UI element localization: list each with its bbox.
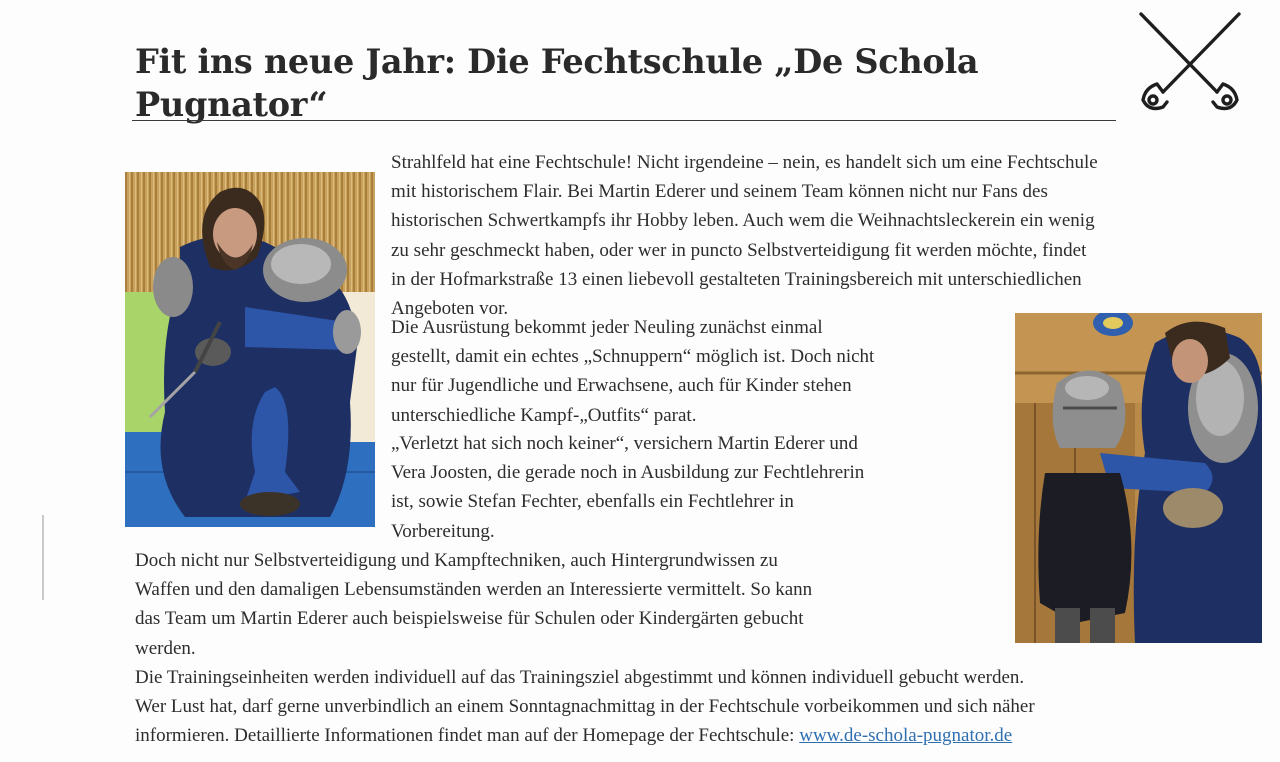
- text-line: unterschiedliche Kampf-„Outfits“ parat.: [391, 404, 697, 426]
- text-line: Doch nicht nur Selbstverteidigung und Kampftechniken, auch Hintergrundwissen zu: [135, 550, 778, 571]
- text-line: Die Ausrüstung bekommt jeder Neuling zunächst einmal: [391, 317, 823, 338]
- text-line: Waffen und den damaligen Lebensumständen werden an Interessierte vermittelt. So kann: [135, 579, 813, 601]
- text-line: das Team um Martin Ederer auch beispielsweise für Schulen oder Kindergärten gebucht: [135, 608, 804, 630]
- text-line-last: [135, 721, 1035, 750]
- homepage-link[interactable]: www.de-schola-pugnator.de: [799, 725, 1013, 747]
- scan-edge-mark: [42, 515, 44, 600]
- text-line: Vorbereitung.: [391, 520, 495, 542]
- text-line: ist, sowie Stefan Fechter, ebenfalls ein Fechtlehrer in: [391, 491, 794, 513]
- paragraph-safety: [391, 429, 864, 546]
- text-line: werden.: [135, 637, 196, 659]
- text-line: Vera Joosten, die gerade noch in Ausbildung zur Fechtlehrerin: [391, 462, 865, 484]
- paragraph-background-knowledge: [135, 546, 812, 663]
- paragraph-equipment: [391, 313, 874, 430]
- paragraph-intro: [391, 148, 1098, 323]
- text-line: mit historischem Flair. Bei Martin Ederer und seinem Team können nicht nur Fans des: [391, 181, 1048, 203]
- text-line: Angeboten vor.: [391, 298, 509, 320]
- text-line: in der Hofmarkstraße 13 einen liebevoll gestalteten Trainingsbereich mit unterschiedlichen: [391, 268, 1082, 290]
- crossed-swords-icon: [1135, 10, 1245, 118]
- photo-fencer-kneeling: [125, 172, 375, 527]
- title-underline: [132, 120, 1116, 121]
- text-line: „Verletzt hat sich noch keiner“, versichern Martin Ederer und: [391, 433, 858, 454]
- paragraph-training-info: [135, 663, 1035, 751]
- text-line: Wer Lust hat, darf gerne unverbindlich an einem Sonntagnachmittag in der Fechtschule vorbeikommen und sich näher: [135, 696, 1035, 718]
- article-title: Fit ins neue Jahr: Die Fechtschule „De Schola Pugnator“: [135, 42, 979, 124]
- text-line: Die Trainingseinheiten werden individuell auf das Trainingsziel abgestimmt und können individuell gebucht werden.: [135, 667, 1025, 688]
- text-line: zu sehr geschmeckt haben, oder wer in puncto Selbstverteidigung fit werden möchte, findet: [391, 239, 1087, 261]
- text-line: nur für Jugendliche und Erwachsene, auch für Kinder stehen: [391, 375, 852, 397]
- photo-child-helmet: [1015, 313, 1262, 643]
- text-line: Strahlfeld hat eine Fechtschule! Nicht irgendeine – nein, es handelt sich um eine Fechtschule: [391, 152, 1098, 173]
- text-line-prefix: informieren. Detaillierte Informationen findet man auf der Homepage der Fechtschule:: [135, 725, 800, 747]
- text-line: gestellt, damit ein echtes „Schnuppern“ möglich ist. Doch nicht: [391, 346, 875, 368]
- text-line: historischen Schwertkampfs ihr Hobby leben. Auch wem die Weihnachtsleckerein ein wenig: [391, 210, 1095, 232]
